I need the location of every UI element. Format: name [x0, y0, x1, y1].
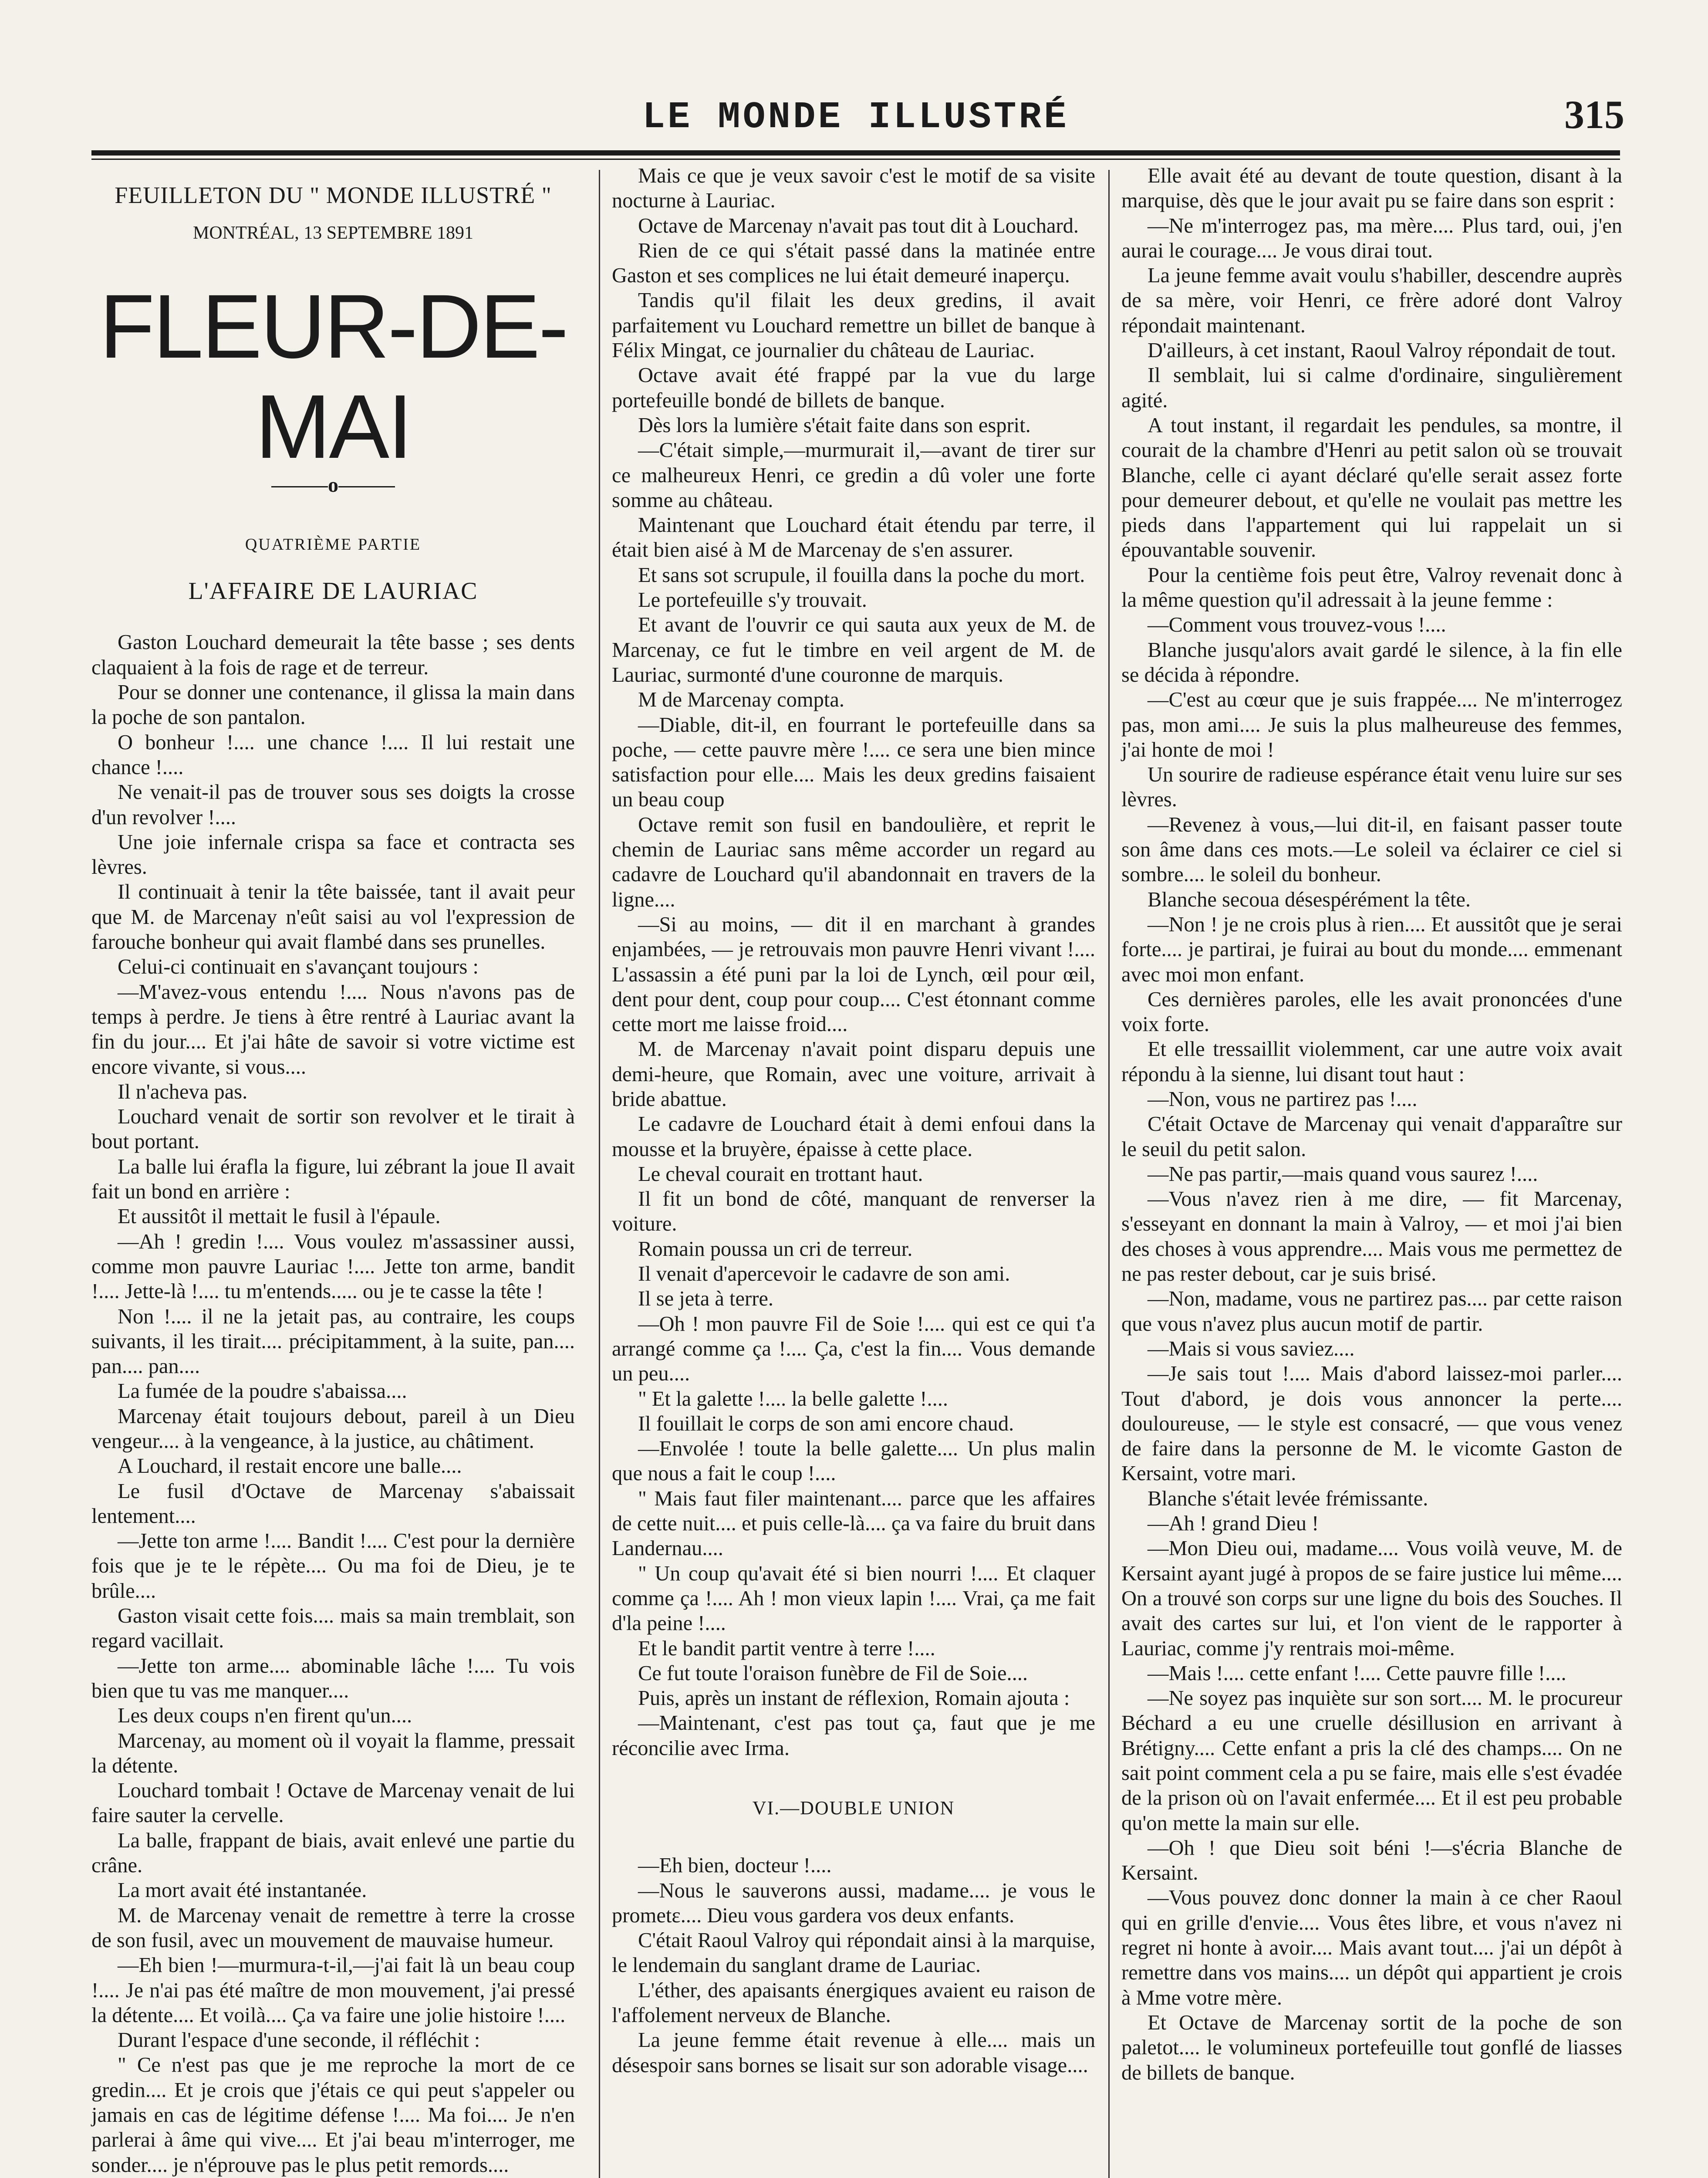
paragraph: La balle lui érafla la figure, lui zébrant la joue Il avait fait un bond en arrière :	[91, 1155, 575, 1204]
paragraph: —Non, vous ne partirez pas !....	[1148, 1087, 1418, 1111]
paragraph: C'était Raoul Valroy qui répondait ainsi à la marquise, le lendemain du sanglant drame de Lauriac.	[612, 1929, 1095, 1977]
paragraph: —Si au moins, — dit il en marchant à grandes enjambées, — je retrouvais mon pauvre Henri vivant !.... L'assassin a été puni par la loi de Lynch, œil pour œil, dent pour dent, coup pour coup.... C'est étonnant comme cette mort me laisse froid....	[612, 913, 1095, 1036]
section-subtitle: L'AFFAIRE DE LAURIAC	[188, 578, 478, 605]
paragraph: Marcenay était toujours debout, pareil à un Dieu vengeur.... à la vengeance, à la justice, au châtiment.	[91, 1404, 575, 1453]
paragraph: Un sourire de radieuse espérance était venu luire sur ses lèvres.	[1121, 763, 1622, 812]
paragraph: Rien de ce qui s'était passé dans la matinée entre Gaston et ses complices ne lui était demeuré inaperçu.	[612, 239, 1095, 287]
paragraph: —Eh bien, docteur !....	[638, 1854, 832, 1877]
paragraph: O bonheur !.... une chance !.... Il lui restait une chance !....	[91, 731, 575, 779]
paragraph: —C'était simple,—murmurait il,—avant de tirer sur ce malheureux Henri, ce gredin a dû voler une forte somme au château.	[612, 439, 1095, 512]
paragraph: Une joie infernale crispa sa face et contracta ses lèvres.	[91, 830, 575, 879]
paragraph: Mais ce que je veux savoir c'est le motif de sa visite nocturne à Lauriac.	[612, 164, 1095, 213]
part-heading: QUATRIÈME PARTIE	[245, 535, 422, 554]
paragraph: Romain poussa un cri de terreur.	[638, 1237, 913, 1261]
paragraph: —Vous n'avez rien à me dire, — fit Marcenay, s'esseyant en donnant la main à Valroy, — et moi j'ai bien des choses à vous apprendre.... Mais vous me permettez de ne pas rester debout, car je suis brisé.	[1121, 1187, 1622, 1286]
paragraph: Marcenay, au moment où il voyait la flamme, pressait la détente.	[91, 1729, 575, 1777]
paragraph: —Jette ton arme.... abominable lâche !.... Tu vois bien que tu vas me manquer....	[91, 1654, 575, 1702]
paragraph: La jeune femme avait voulu s'habiller, descendre auprès de sa mère, voir Henri, ce frère adoré dont Valroy répondait maintenant.	[1121, 264, 1622, 337]
paragraph: M de Marcenay compta.	[638, 688, 845, 712]
paragraph: Blanche jusqu'alors avait gardé le silence, à la fin elle se décida à répondre.	[1121, 638, 1622, 687]
title-ornament	[91, 473, 575, 497]
paragraph: —Je sais tout !.... Mais d'abord laissez-moi parler.... Tout d'abord, je dois vous annoncer la perte.... douloureuse, — le style est consacré, — que vous venez de faire dans la personne de M. le vicomte Gaston de Kersaint, votre mari.	[1121, 1362, 1622, 1485]
ornament-line-right	[338, 486, 395, 487]
paragraph: —Comment vous trouvez-vous !....	[1148, 613, 1446, 637]
paragraph: Il continuait à tenir la tête baissée, tant il avait peur que M. de Marcenay n'eût saisi au vol l'expression de farouche bonheur qui avait flambé dans ses prunelles.	[91, 880, 575, 954]
paragraph: —Envolée ! toute la belle galette.... Un plus malin que nous a fait le coup !....	[612, 1437, 1095, 1485]
masthead-rule-thick	[91, 150, 1620, 156]
chapter-heading: VI.—DOUBLE UNION	[752, 1797, 955, 1819]
paragraph: Et sans sot scrupule, il fouilla dans la poche du mort.	[638, 563, 1085, 587]
paragraph: —Mais si vous saviez....	[1148, 1337, 1355, 1360]
paragraph: La balle, frappant de biais, avait enlevé une partie du crâne.	[91, 1829, 575, 1877]
column-1	[91, 163, 575, 2178]
paragraph: Le portefeuille s'y trouvait.	[638, 588, 867, 612]
paragraph: Le fusil d'Octave de Marcenay s'abaissait lentement....	[91, 1479, 575, 1528]
paragraph: Celui-ci continuait en s'avançant toujours :	[118, 955, 479, 979]
paragraph: A tout instant, il regardait les pendules, sa montre, il courait de la chambre d'Henri au petit salon où se trouvait Blanche, celle ci ayant déclaré qu'elle serait assez forte pour demeurer debout, et qu'elle ne voulait pas mettre les pieds dans l'appartement qui lui rappelait un si épouvantable souvenir.	[1121, 413, 1622, 562]
paragraph: Le cheval courait en trottant haut.	[638, 1162, 923, 1186]
paragraph: A Louchard, il restait encore une balle....	[118, 1454, 462, 1478]
paragraph: Gaston visait cette fois.... mais sa main tremblait, son regard vacillait.	[91, 1604, 575, 1653]
paragraph: Blanche s'était levée frémissante.	[1148, 1487, 1428, 1510]
paragraph: —M'avez-vous entendu !.... Nous n'avons pas de temps à perdre. Je tiens à être rentré à Lauriac avant la fin du jour.... Et j'ai hâte de savoir si votre victime est encore vivante, si vous....	[91, 980, 575, 1079]
paragraph: Il se jeta à terre.	[638, 1287, 774, 1311]
paragraph: " Ce n'est pas que je me reproche la mort de ce gredin.... Et je crois que j'étais ce qui peut s'appeler ou jamais en cas de légitime défense !.... Ma foi.... Je n'en parlerai à âme qui vive.... Et j'ai beau m'interroger, me sonder.... je n'éprouve pas le plus petit remords....	[91, 2053, 575, 2177]
masthead-rule-thin	[91, 159, 1620, 160]
paragraph: Et avant de l'ouvrir ce qui sauta aux yeux de M. de Marcenay, ce fut le timbre en veil argent de M. de Lauriac, surmonté d'une couronne de marquis.	[612, 613, 1095, 687]
paragraph: Tandis qu'il filait les deux gredins, il avait parfaitement vu Louchard remettre un billet de banque à Félix Mingat, ce journalier du château de Lauriac.	[612, 289, 1095, 362]
paragraph: —Oh ! que Dieu soit béni !—s'écria Blanche de Kersaint.	[1121, 1836, 1622, 1885]
paragraph: —Ne pas partir,—mais quand vous saurez !....	[1148, 1162, 1538, 1186]
paragraph: —Ah ! grand Dieu !	[1148, 1512, 1319, 1535]
paragraph: —C'est au cœur que je suis frappée.... Ne m'interrogez pas, mon ami.... Je suis la plus malheureuse des femmes, j'ai honte de moi !	[1121, 688, 1622, 761]
paragraph: —Non, madame, vous ne partirez pas.... par cette raison que vous n'avez plus aucun motif de partir.	[1121, 1287, 1622, 1336]
column-divider-1	[599, 170, 600, 2178]
paragraph: —Mais !.... cette enfant !.... Cette pauvre fille !....	[1148, 1661, 1566, 1685]
paragraph: Ne venait-il pas de trouver sous ses doigts la crosse d'un revolver !....	[91, 781, 575, 829]
paragraph: La jeune femme était revenue à elle.... mais un désespoir sans bornes se lisait sur son adorable visage....	[612, 2029, 1095, 2077]
paragraph: Maintenant que Louchard était étendu par terre, il était bien aisé à M de Marcenay de s'en assurer.	[612, 514, 1095, 562]
ornament-line-left	[271, 486, 328, 487]
paragraph: —Ne soyez pas inquiète sur son sort.... M. le procureur Béchard a eu une cruelle désillusion en arrivant à Brétigny.... Cette enfant a pris la clé des champs.... On ne sait point comment cela a pu se faire, mais elle s'est évadée de la prison où on l'avait enfermée.... Et il est peu probable qu'on mette la main sur elle.	[1121, 1687, 1622, 1835]
paragraph: D'ailleurs, à cet instant, Raoul Valroy répondait de tout.	[1148, 339, 1616, 362]
paragraph: L'éther, des apaisants énergiques avaient eu raison de l'affolement nerveux de Blanche.	[612, 1978, 1095, 2027]
paragraph: Il n'acheva pas.	[118, 1080, 248, 1103]
paragraph: M. de Marcenay venait de remettre à terre la crosse de son fusil, avec un mouvement de mauvaise humeur.	[91, 1904, 575, 1952]
paragraph: Il semblait, lui si calme d'ordinaire, singulièrement agité.	[1121, 364, 1622, 412]
column-divider-2	[1108, 170, 1110, 2178]
paragraph: —Ne m'interrogez pas, ma mère.... Plus tard, oui, j'en aurai le courage.... Je vous dirai tout.	[1121, 214, 1622, 262]
paragraph: Octave avait été frappé par la vue du large portefeuille bondé de billets de banque.	[612, 364, 1095, 412]
paragraph: —Oh ! mon pauvre Fil de Soie !.... qui est ce qui t'a arrangé comme ça !.... Ça, c'est la fin.... Vous demande un peu....	[612, 1312, 1095, 1386]
column-2	[612, 163, 1095, 2078]
paragraph: Pour la centième fois peut être, Valroy revenait donc à la même question qu'il adressait à la jeune femme :	[1121, 563, 1622, 612]
column-3-body	[1121, 163, 1622, 2085]
paragraph: —Diable, dit-il, en fourrant le portefeuille dans sa poche, — cette pauvre mère !.... ce sera une bien mince satisfaction pour elle.... Mais les deux gredins faisaient un beau coup	[612, 713, 1095, 812]
column-1-body	[91, 630, 575, 2178]
paragraph: —Revenez à vous,—lui dit-il, en faisant passer toute son âme dans ces mots.—Le soleil va éclairer ce ciel si sombre.... le soleil du bonheur.	[1121, 813, 1622, 886]
column-3	[1121, 163, 1622, 2085]
paragraph: Puis, après un instant de réflexion, Romain ajouta :	[638, 1687, 1070, 1710]
paragraph: Elle avait été au devant de toute question, disant à la marquise, dès que le jour avait pu se faire dans son esprit :	[1121, 164, 1622, 213]
feuilleton-header: FEUILLETON DU " MONDE ILLUSTRÉ "	[115, 182, 552, 208]
paragraph: Et elle tressaillit violemment, car une autre voix avait répondu à la sienne, lui disant tout haut :	[1121, 1038, 1622, 1086]
novel-title: FLEUR-DE-MAI	[99, 276, 567, 477]
paragraph: —Vous pouvez donc donner la main à ce cher Raoul qui en grille d'envie.... Vous êtes libre, et vous n'avez ni regret ni honte à avoir.... Mais avant tout.... j'ai un dépôt à remettre dans vos mains.... un dépôt qui appartient je crois à Mme votre mère.	[1121, 1886, 1622, 2009]
newspaper-title: LE MONDE ILLUSTRÉ	[642, 96, 1069, 139]
paragraph: C'était Octave de Marcenay qui venait d'apparaître sur le seuil du petit salon.	[1121, 1113, 1622, 1161]
paragraph: —Ah ! gredin !.... Vous voulez m'assassiner aussi, comme mon pauvre Lauriac !.... Jette ton arme, bandit !.... Jette-là !.... tu m'entends..... ou je te casse la tête !	[91, 1230, 575, 1303]
page-number: 315	[1564, 92, 1624, 137]
paragraph: —Mon Dieu oui, madame.... Vous voilà veuve, M. de Kersaint ayant jugé à propos de se faire justice lui même.... On a trouvé son corps sur une ligne du bois des Souches. Il avait des cartes sur lui, et l'on vient de le rapporter à Lauriac, comme j'y rentrais moi-même.	[1121, 1537, 1622, 1660]
column-2-body-after	[612, 1853, 1095, 2078]
paragraph: Blanche secoua désespérément la tête.	[1148, 888, 1471, 911]
paragraph: —Non ! je ne crois plus à rien.... Et aussitôt que je serai forte.... je partirai, je fuirai au bout du monde.... emmenant avec moi mon enfant.	[1121, 913, 1622, 986]
paragraph: —Eh bien !—murmura-t-il,—j'ai fait là un beau coup !.... Je n'ai pas été maître de mon mouvement, j'ai pressé la détente.... Et voilà.... Ça va faire une jolie histoire !....	[91, 1954, 575, 2027]
column-2-body	[612, 163, 1095, 1761]
paragraph: Louchard venait de sortir son revolver et le tirait à bout portant.	[91, 1105, 575, 1153]
masthead	[87, 91, 1624, 144]
dateline: MONTRÉAL, 13 SEPTEMBRE 1891	[192, 223, 474, 244]
paragraph: Gaston Louchard demeurait la tête basse ; ses dents claquaient à la fois de rage et de terreur.	[91, 631, 575, 679]
paragraph: " Et la galette !.... la belle galette !....	[638, 1387, 948, 1410]
paragraph: Il fouillait le corps de son ami encore chaud.	[638, 1412, 1014, 1435]
paragraph: " Un coup qu'avait été si bien nourri !.... Et claquer comme ça !.... Ah ! mon vieux lapin !.... Vrai, ça me fait d'la peine !....	[612, 1562, 1095, 1635]
paragraph: Et le bandit partit ventre à terre !....	[638, 1637, 935, 1660]
paragraph: M. de Marcenay n'avait point disparu depuis une demi-heure, que Romain, avec une voiture, arrivait à bride abattue.	[612, 1038, 1095, 1111]
ornament-mark: o	[328, 473, 338, 497]
paragraph: Octave remit son fusil en bandoulière, et reprit le chemin de Lauriac sans même accorder un regard au cadavre de Louchard qu'il abandonnait en travers de la ligne....	[612, 813, 1095, 911]
paragraph: —Maintenant, c'est pas tout ça, faut que je me réconcilie avec Irma.	[612, 1711, 1095, 1760]
paragraph: " Mais faut filer maintenant.... parce que les affaires de cette nuit.... et puis celle-là.... ça va faire du bruit dans Landernau....	[612, 1487, 1095, 1560]
paragraph: Ces dernières paroles, elle les avait prononcées d'une voix forte.	[1121, 988, 1622, 1036]
paragraph: Les deux coups n'en firent qu'un....	[118, 1704, 412, 1728]
paragraph: Pour se donner une contenance, il glissa la main dans la poche de son pantalon.	[91, 681, 575, 729]
paragraph: Il venait d'apercevoir le cadavre de son ami.	[638, 1262, 1010, 1286]
paragraph: Non !.... il ne la jetait pas, au contraire, les coups suivants, il les tirait.... précipitamment, à la suite, pan.... pan.... pan....	[91, 1305, 575, 1378]
paragraph: Louchard tombait ! Octave de Marcenay venait de lui faire sauter la cervelle.	[91, 1779, 575, 1827]
paragraph: Et aussitôt il mettait le fusil à l'épaule.	[118, 1205, 441, 1228]
paragraph: Le cadavre de Louchard était à demi enfoui dans la mousse et la bruyère, épaisse à cette place.	[612, 1113, 1095, 1161]
paragraph: Il fit un bond de côté, manquant de renverser la voiture.	[612, 1187, 1095, 1236]
paragraph: Ce fut toute l'oraison funèbre de Fil de Soie....	[638, 1661, 1028, 1685]
paragraph: —Nous le sauverons aussi, madame.... je vous le prometε.... Dieu vous gardera vos deux enfants.	[612, 1879, 1095, 1927]
paragraph: La fumée de la poudre s'abaissa....	[118, 1380, 407, 1403]
paragraph: Et Octave de Marcenay sortit de la poche de son paletot.... le volumineux portefeuille tout gonflé de liasses de billets de banque.	[1121, 2011, 1622, 2084]
paragraph: Dès lors la lumière s'était faite dans son esprit.	[638, 413, 1031, 437]
paragraph: La mort avait été instantanée.	[118, 1879, 367, 1902]
paragraph: —Jette ton arme !.... Bandit !.... C'est pour la dernière fois que je te le répète.... Ou ma foi de Dieu, je te brûle....	[91, 1529, 575, 1603]
paragraph: Durant l'espace d'une seconde, il réfléchit :	[118, 2029, 480, 2052]
paragraph: Octave de Marcenay n'avait pas tout dit à Louchard.	[638, 214, 1079, 237]
